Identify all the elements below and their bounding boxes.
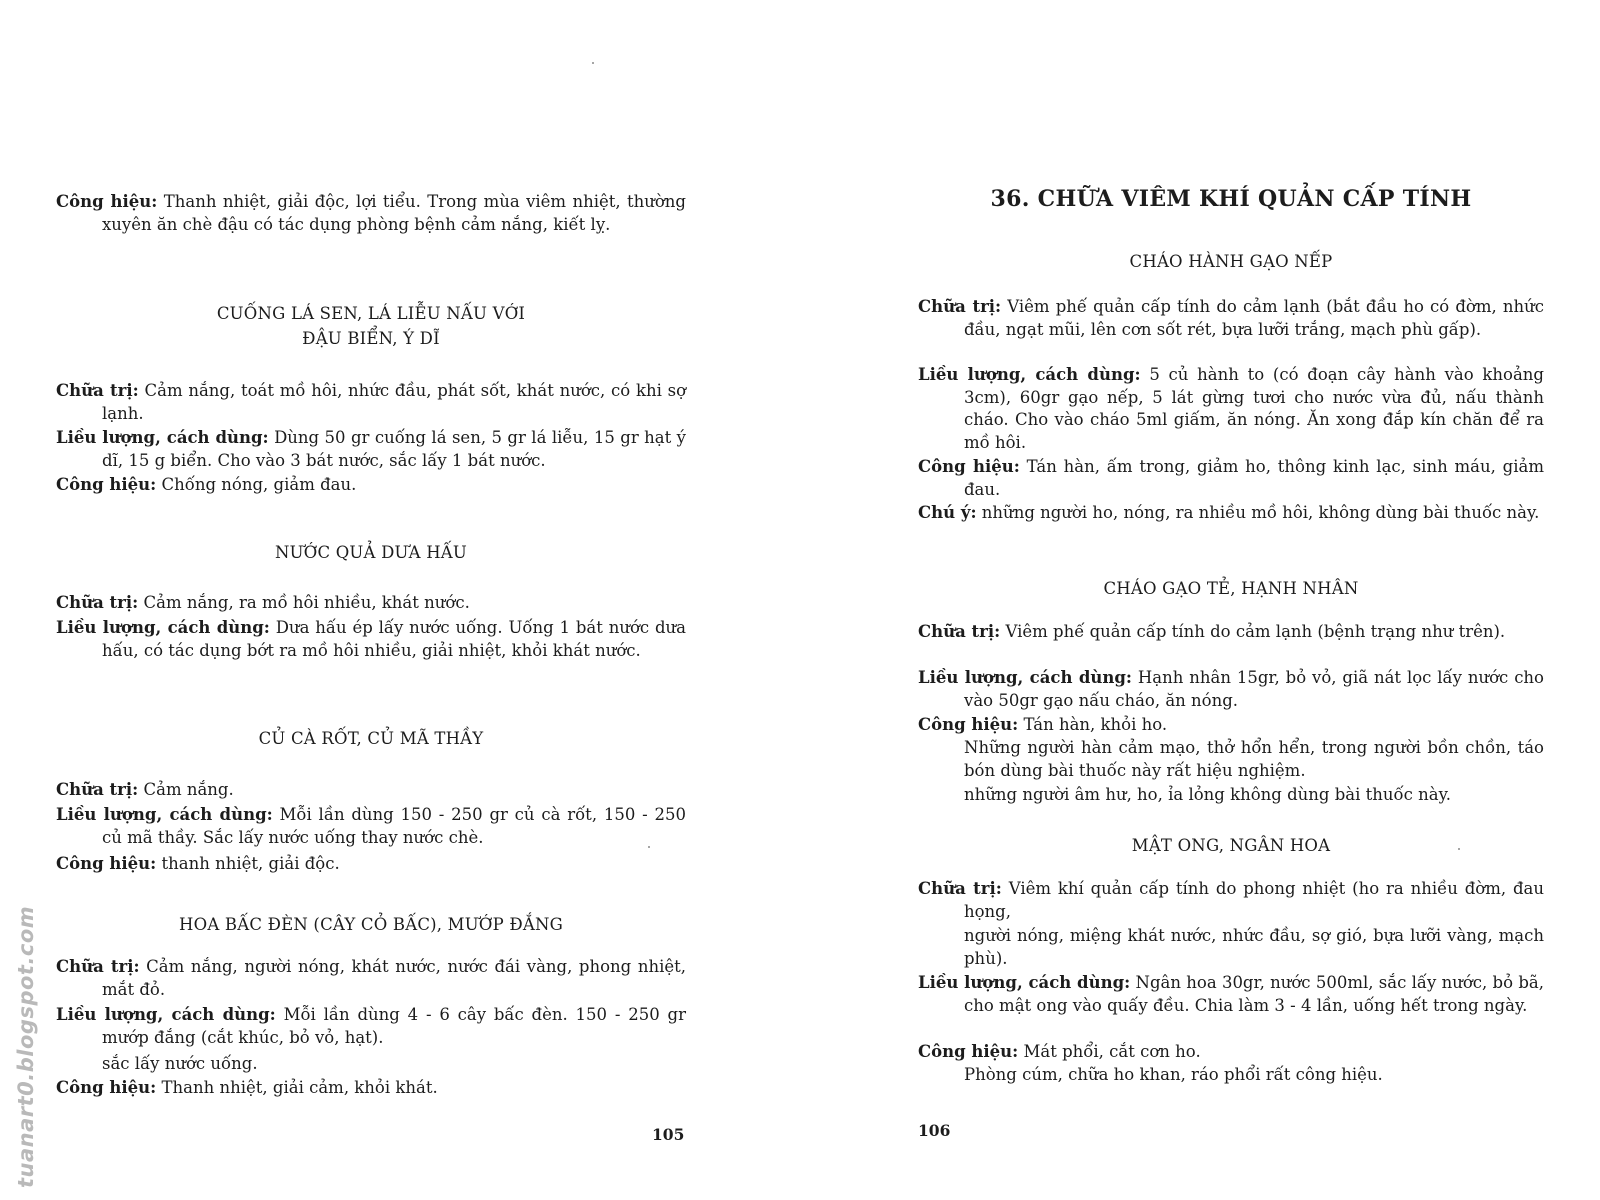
text: thanh nhiệt, giải độc. — [156, 854, 340, 873]
label: Chú ý: — [918, 503, 977, 522]
cong-hieu — [918, 714, 1544, 737]
label: Chữa trị: — [918, 879, 1002, 898]
text: những người ho, nóng, ra nhiều mồ hôi, không dùng bài thuốc này. — [976, 503, 1540, 522]
label: Liều lượng, cách dùng: — [56, 1005, 276, 1024]
note — [918, 1064, 1544, 1087]
left-page — [56, 0, 686, 1200]
text: những người âm hư, ho, ỉa lỏng không dùng bài thuốc này. — [964, 785, 1451, 804]
chua-tri — [56, 956, 686, 1001]
chua-tri — [56, 779, 686, 802]
text: Thanh nhiệt, giải độc, lợi tiểu. Trong mùa viêm nhiệt, thường xuyên ăn chè đậu có tác dụng phòng bệnh cảm nắng, kiết lỵ. — [102, 192, 686, 234]
label: Công hiệu: — [918, 457, 1020, 476]
text: người nóng, miệng khát nước, nhức đầu, sợ gió, bựa lưỡi vàng, mạch phù). — [964, 926, 1544, 968]
text: Dùng 50 gr cuống lá sen, 5 gr lá liễu, 15 gr hạt ý dĩ, 15 g biển. Cho vào 3 bát nước, sắc lấy 1 bát nước. — [102, 428, 686, 470]
lieu-luong — [918, 667, 1544, 712]
lieu-luong — [56, 804, 686, 849]
text: Cảm nắng. — [138, 780, 234, 799]
recipe-title — [56, 912, 686, 937]
text: Viêm phế quản cấp tính do cảm lạnh (bắt đầu ho có đờm, nhức đầu, ngạt mũi, lên cơn sốt rét, bựa lưỡi trắng, mạch phù gấp). — [964, 297, 1544, 339]
cong-hieu — [56, 474, 686, 497]
text: Ngân hoa 30gr, nước 500ml, sắc lấy nước, bỏ bã, cho mật ong vào quấy đều. Chia làm 3 - 4 lần, uống hết trong ngày. — [964, 973, 1544, 1015]
recipe-title-line: CHÁO GẠO TẺ, HẠNH NHÂN — [1103, 579, 1359, 598]
recipe-title — [918, 249, 1544, 274]
label: Liều lượng, cách dùng: — [56, 428, 269, 447]
lieu-luong — [56, 617, 686, 662]
cong-hieu — [918, 1041, 1544, 1064]
text: Thanh nhiệt, giải cảm, khỏi khát. — [156, 1078, 438, 1097]
chua-tri — [56, 380, 686, 425]
chua-tri-extra — [918, 925, 1544, 970]
text: Viêm khí quản cấp tính do phong nhiệt (ho ra nhiều đờm, đau họng, — [964, 879, 1544, 921]
recipe-title — [56, 726, 686, 751]
page-number: 105 — [652, 1125, 685, 1144]
text: Những người hàn cảm mạo, thở hổn hển, trong người bồn chồn, táo bón dùng bài thuốc này rất hiệu nghiệm. — [964, 738, 1544, 780]
note — [918, 737, 1544, 782]
recipe-title-line: NƯỚC QUẢ DƯA HẤU — [274, 543, 468, 562]
text: Tán hàn, ấm trong, giảm ho, thông kinh lạc, sinh máu, giảm đau. — [964, 457, 1544, 499]
label: Công hiệu: — [56, 854, 157, 873]
text: 5 củ hành to (có đoạn cây hành vào khoảng 3cm), 60gr gạo nếp, 5 lát gừng tươi cho nước vừa đủ, nấu thành cháo. Cho vào cháo 5ml giấm, ăn nóng. Ăn xong đắp kín chăn để ra mồ hôi. — [964, 365, 1544, 452]
watermark: tuanart0.blogspot.com — [14, 905, 38, 1188]
text: Chống nóng, giảm đau. — [156, 475, 357, 494]
right-page — [918, 0, 1544, 1200]
note — [918, 784, 1544, 807]
recipe-title-line: CHÁO HÀNH GẠO NẾP — [1129, 252, 1333, 271]
text: Hạnh nhân 15gr, bỏ vỏ, giã nát lọc lấy nước cho vào 50gr gạo nấu cháo, ăn nóng. — [964, 668, 1544, 710]
text: Phòng cúm, chữa ho khan, ráo phổi rất công hiệu. — [964, 1065, 1383, 1084]
lieu-luong — [918, 364, 1544, 454]
chua-tri — [918, 296, 1544, 341]
text: Viêm phế quản cấp tính do cảm lạnh (bệnh trạng như trên). — [1000, 622, 1506, 641]
label: Chữa trị: — [56, 593, 139, 612]
label: Chữa trị: — [918, 622, 1001, 641]
label: Công hiệu: — [56, 1078, 157, 1097]
text: Mỗi lần dùng 150 - 250 gr củ cà rốt, 150 - 250 củ mã thầy. Sắc lấy nước uống thay nước chè. — [102, 805, 686, 847]
cong-hieu — [918, 456, 1544, 501]
chua-tri — [918, 621, 1544, 644]
label: Công hiệu: — [56, 192, 158, 211]
label: Liều lượng, cách dùng: — [56, 618, 270, 637]
recipe-title — [56, 301, 686, 351]
label: Liều lượng, cách dùng: — [918, 365, 1141, 384]
text: Cảm nắng, ra mồ hôi nhiều, khát nước. — [138, 593, 470, 612]
recipe-title-line: CUỐNG LÁ SEN, LÁ LIỄU NẤU VỚI — [216, 304, 526, 323]
label: Liều lượng, cách dùng: — [56, 805, 273, 824]
text: Cảm nắng, toát mồ hôi, nhức đầu, phát sốt, khát nước, có khi sợ lạnh. — [102, 381, 686, 423]
lieu-luong — [918, 972, 1544, 1017]
label: Liều lượng, cách dùng: — [918, 668, 1133, 687]
chapter-title: 36. CHỮA VIÊM KHÍ QUẢN CẤP TÍNH — [990, 186, 1472, 212]
label: Liều lượng, cách dùng: — [918, 973, 1131, 992]
label: Công hiệu: — [56, 475, 157, 494]
chu-y — [918, 502, 1544, 525]
text: Dưa hấu ép lấy nước uống. Uống 1 bát nước dưa hấu, có tác dụng bớt ra mồ hôi nhiều, giải nhiệt, khỏi khát nước. — [102, 618, 686, 660]
recipe-title — [56, 540, 686, 565]
chua-tri — [918, 878, 1544, 923]
recipe-title — [918, 833, 1544, 858]
recipe-title-line: CỦ CÀ RỐT, CỦ MÃ THẦY — [258, 729, 484, 748]
intro-cong-hieu — [56, 191, 686, 236]
lieu-luong — [56, 427, 686, 472]
text: sắc lấy nước uống. — [102, 1054, 258, 1073]
text: Tán hàn, khỏi ho. — [1018, 715, 1168, 734]
page-number: 106 — [918, 1121, 951, 1140]
recipe-title-line: HOA BẤC ĐÈN (CÂY CỎ BẤC), MƯỚP ĐẮNG — [179, 915, 563, 934]
chua-tri — [56, 592, 686, 615]
label: Chữa trị: — [56, 381, 139, 400]
cong-hieu — [56, 853, 686, 876]
label: Công hiệu: — [918, 1042, 1019, 1061]
lieu-luong — [56, 1004, 686, 1049]
text: Cảm nắng, người nóng, khát nước, nước đái vàng, phong nhiệt, mắt đỏ. — [102, 957, 686, 999]
label: Công hiệu: — [918, 715, 1019, 734]
recipe-title-line: MẬT ONG, NGÂN HOA — [1131, 836, 1331, 855]
text: Mỗi lần dùng 4 - 6 cây bấc đèn. 150 - 250 gr mướp đắng (cắt khúc, bỏ vỏ, hạt). — [102, 1005, 686, 1047]
label: Chữa trị: — [56, 957, 140, 976]
recipe-title-line: ĐẬU BIỂN, Ý DĨ — [302, 329, 440, 348]
recipe-title — [918, 576, 1544, 601]
cong-hieu — [56, 1077, 686, 1100]
text: Mát phổi, cắt cơn ho. — [1018, 1042, 1201, 1061]
label: Chữa trị: — [918, 297, 1002, 316]
label: Chữa trị: — [56, 780, 139, 799]
lieu-luong-extra — [56, 1053, 686, 1076]
